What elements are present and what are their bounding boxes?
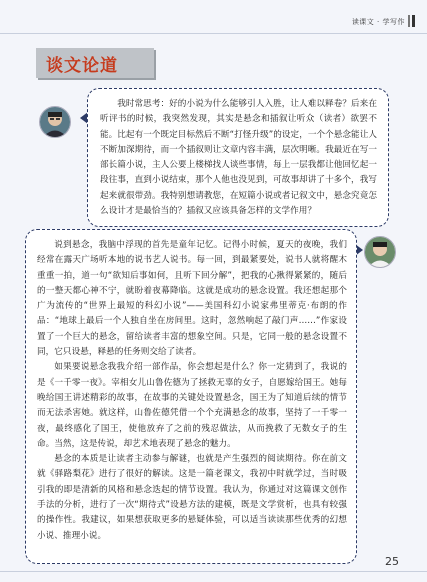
question-text: 我时常思考：好的小说为什么能够引人入胜，让人难以释卷？后来在听评书的时候，我突然发现，其实是悬念和插叙让听众（读者）欲罢不能。比起有一个既定目标然后不断“打怪升级”的设定，一个个悬念能让人不断加深期待，而一个插叙则让文章内容丰满，层次明晰。我最近在写一部长篇小说，主人公要上楼梯找人谈些事情，每上一层我都让他回忆起一段往事，直到小说结束，那个人他也没见到，可故事却讲了十多个，我写起来就很带劲。我特别想请教您，在短篇小说或者记叙文中，悬念究竟怎么设计才是最恰当的？插叙又应该具备怎样的文学作用？ <box>100 99 377 217</box>
header-mark <box>408 15 410 27</box>
header-mark <box>412 15 415 27</box>
answer-paragraph: 悬念的本质是让读者主动参与解谜，也就是产生强烈的阅读期待。你在前文就《驿路梨花》进行了很好的解读。这是一篇老课文，我初中时就学过，当时吸引我的即是清新的风格和悬念迭起的情节设置。我认为，你通过对这篇课文创作手法的分析，进行了一次“期待式”设悬方法的建模，既是文学赏析，也具有较强的操作性。我建议，如果想获取更多的悬疑体验，可以适当读读那些优秀的幻想小说、推理小说。 <box>37 454 347 541</box>
bottom-rule <box>0 571 427 572</box>
page-number: 25 <box>385 555 399 568</box>
answer-paragraph: 说到悬念，我脑中浮现的首先是童年记忆。记得小时候，夏天的夜晚，我们经常在露天广场听本地的说书艺人说书。每一回，到最紧要处，说书人就将醒木重重一拍，道一句“欲知后事如何，且听下回分解”，把我的心揪得紧紧的，随后的一整天都心神不宁，就盼着夜幕降临。这就是成功的悬念设置。我还想起那个广为流传的“世界上最短的科幻小说”——美国科幻小说家弗里蒂克·布朗的作品：“地球上最后一个人独自坐在房间里。这时，忽然响起了敲门声……”作家设置了一个巨大的悬念，留给读者丰富的想象空间。只是，它同一般的悬念设置不同，它只设悬，释悬的任务则交给了读者。 <box>37 240 347 358</box>
header-rule <box>0 33 427 34</box>
section-title-banner <box>36 48 154 78</box>
answer-bubble <box>25 229 357 564</box>
avatar <box>364 236 396 268</box>
header-label: 读课文 · 学写作 <box>351 18 405 26</box>
answer-paragraph: 如果要说悬念我我介绍一部作品，你会想起是什么？你一定猜到了，我说的是《一千零一夜》。宰相女儿山鲁佐德为了拯救无辜的女子，自愿嫁给国王。她每晚给国王讲述精彩的故事，在故事的关键处设置悬念，国王为了知道后续的情节而无法杀害她。就这样，山鲁佐德凭借一个个充满悬念的故事，坚持了一千零一夜，最终感化了国王，使他放弃了之前的残忍做法，从而挽救了无数女子的生命。当然，这是传说，却艺术地表现了悬念的魅力。 <box>37 362 347 449</box>
question-bubble <box>87 88 389 227</box>
answer-body <box>37 238 347 544</box>
avatar <box>39 106 71 138</box>
section-title: 谈文论道 <box>46 56 118 76</box>
